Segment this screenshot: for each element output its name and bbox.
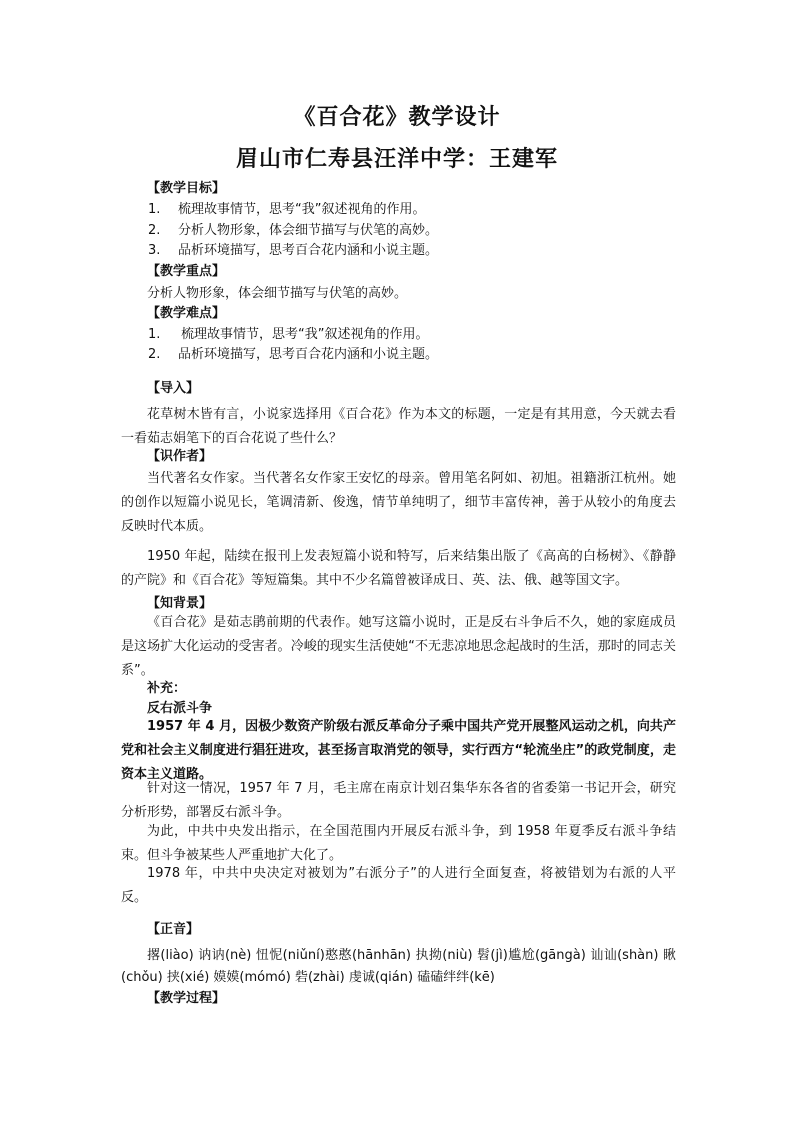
list-number: 1. bbox=[148, 202, 161, 217]
list-item bbox=[148, 347, 438, 363]
list-number: 2. bbox=[148, 347, 161, 362]
author-paragraph-2: 1950 年起，陆续在报刊上发表短篇小说和特写，后来结集出版了《高高的白杨树》、《静静的产院》和《百合花》等短篇集。其中不少名篇曾被译成日、英、法、俄、越等国文字。 bbox=[121, 549, 676, 588]
list-item bbox=[148, 223, 438, 239]
author-heading: 【识作者】 bbox=[147, 449, 213, 464]
author-line: 眉山市仁寿县汪洋中学：王建军 bbox=[235, 147, 558, 172]
background-heading: 【知背景】 bbox=[147, 596, 213, 611]
supplement-subheading: 反右派斗争 bbox=[147, 701, 213, 716]
supplement-heading: 补充： bbox=[147, 681, 187, 696]
supplement-paragraph-2: 针对这一情况，1957 年 7 月，毛主席在南京计划召集华东各省的省委第一书记开会，研究分析形势，部署反右派斗争。 bbox=[121, 781, 676, 820]
list-number: 2. bbox=[148, 223, 161, 238]
list-item bbox=[148, 243, 438, 259]
list-number: 1. bbox=[148, 327, 161, 342]
list-item bbox=[148, 327, 428, 343]
list-item bbox=[148, 202, 425, 218]
key-heading: 【教学重点】 bbox=[147, 264, 226, 279]
author-paragraph-1: 当代著名女作家。当代著名女作家王安忆的母亲。曾用笔名阿如、初旭。祖籍浙江杭州。她的创作以短篇小说见长，笔调清新、俊逸，情节单纯明了，细节丰富传神，善于从较小的角度去反映时代本质。 bbox=[121, 471, 676, 534]
list-text: 品析环境描写，思考百合花内涵和小说主题。 bbox=[178, 243, 439, 258]
intro-paragraph: 花草树木皆有言，小说家选择用《百合花》作为本文的标题，一定是有其用意，今天就去看一看茹志娟笔下的百合花说了些什么？ bbox=[121, 407, 676, 446]
list-text: 品析环境描写，思考百合花内涵和小说主题。 bbox=[178, 347, 439, 362]
list-text: 梳理故事情节，思考“我”叙述视角的作用。 bbox=[178, 202, 426, 217]
process-heading: 【教学过程】 bbox=[147, 991, 226, 1006]
document-title: 《百合花》教学设计 bbox=[293, 105, 501, 130]
intro-heading: 【导入】 bbox=[147, 381, 200, 396]
pronunciation-paragraph: 撂(liào) 讷讷(nè) 忸怩(niǔní)憨憨(hānhān) 执拗(niù) 髫(jì)尴尬(gāngà) 讪讪(shàn) 瞅(chǒu) 挟(xié) 嫫嫫(mómó) 砦(zhài) 虔诚(qián) 磕磕绊绊(kē) bbox=[121, 948, 676, 985]
key-text: 分析人物形象，体会细节描写与伏笔的高妙。 bbox=[147, 286, 408, 301]
goals-heading: 【教学目标】 bbox=[147, 181, 226, 196]
difficulty-heading: 【教学难点】 bbox=[147, 306, 226, 321]
supplement-paragraph-3: 为此，中共中央发出指示，在全国范围内开展反右派斗争，到 1958 年夏季反右派斗争结束。但斗争被某些人严重地扩大化了。 bbox=[121, 824, 676, 863]
list-number: 3. bbox=[148, 243, 161, 258]
list-text: 分析人物形象，体会细节描写与伏笔的高妙。 bbox=[178, 223, 439, 238]
pronunciation-heading: 【正音】 bbox=[147, 922, 200, 937]
list-text: 梳理故事情节，思考“我”叙述视角的作用。 bbox=[181, 327, 429, 342]
supplement-paragraph-1: 1957 年 4 月，因极少数资产阶级右派反革命分子乘中国共产党开展整风运动之机，向共产党和社会主义制度进行猖狂进攻，甚至扬言取消党的领导，实行西方“轮流坐庄”的政党制度，走资本主义道路。 bbox=[121, 719, 676, 782]
background-paragraph: 《百合花》是茹志鹃前期的代表作。她写这篇小说时，正是反右斗争后不久，她的家庭成员是这场扩大化运动的受害者。冷峻的现实生活使她“不无悲凉地思念起战时的生活，那时的同志关系”。 bbox=[121, 615, 676, 678]
supplement-paragraph-4: 1978 年，中共中央决定对被划为”右派分子”的人进行全面复查，将被错划为右派的人平反。 bbox=[121, 866, 676, 905]
